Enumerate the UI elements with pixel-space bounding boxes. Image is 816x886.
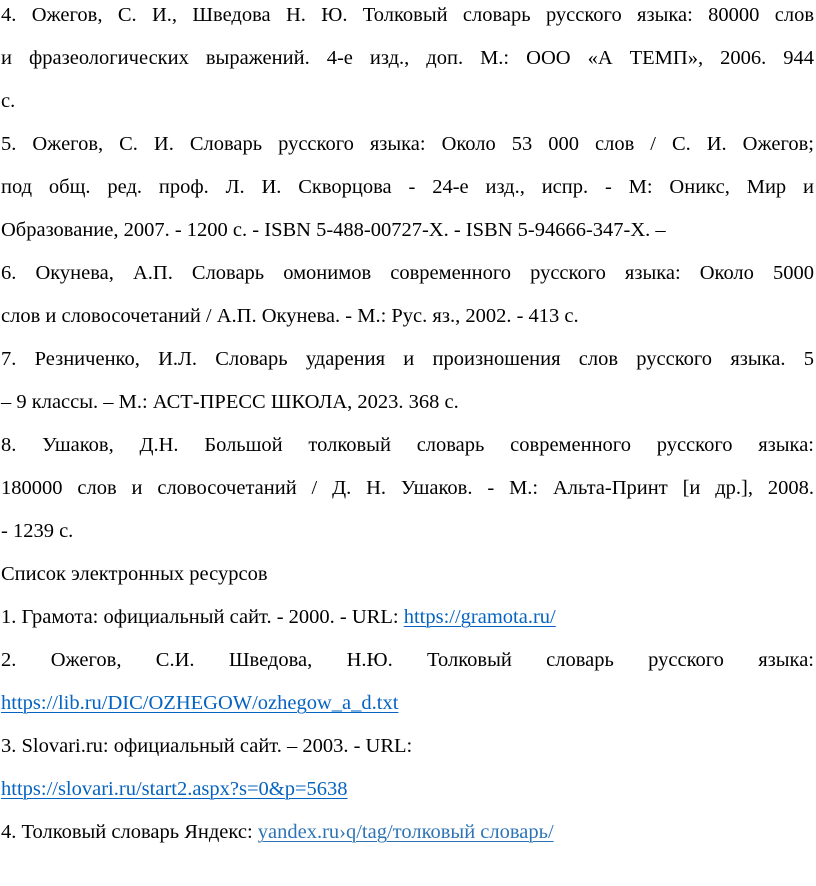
- eres-1-text: 1. Грамота: официальный сайт. - 2000. - URL:: [1, 606, 404, 628]
- ref-8-line-3: - 1239 с.: [1, 520, 74, 542]
- eres-2-link-line: [1, 689, 398, 717]
- ref-8-line-2: 180000 слов и словосочетаний / Д. Н. Ушаков. - М.: Альта-Принт [и др.], 2008.: [1, 477, 814, 499]
- eres-4-text: 4. Толковый словарь Яндекс:: [1, 821, 258, 843]
- eres-2-text: 2. Ожегов, С.И. Шведова, Н.Ю. Толковый словарь русского языка:: [1, 649, 814, 671]
- ref-4-line-2: и фразеологических выражений. 4-е изд., доп. М.: ООО «А ТЕМП», 2006. 944: [1, 47, 814, 69]
- eres-3-link[interactable]: https://slovari.ru/start2.aspx?s=0&p=5638: [1, 778, 348, 800]
- eres-4-link[interactable]: yandex.ru›q/tag/толковый словарь/: [257, 821, 554, 843]
- eres-1: [1, 603, 556, 631]
- eres-3-link-line: [1, 775, 348, 803]
- ref-7-line-2: – 9 классы. – М.: АСТ-ПРЕСС ШКОЛА, 2023. 368 с.: [1, 391, 459, 413]
- eres-2-link[interactable]: https://lib.ru/DIC/OZHEGOW/ozhegow_a_d.txt: [1, 692, 399, 714]
- ref-5-line-1: 5. Ожегов, С. И. Словарь русского языка: Около 53 000 слов / С. И. Ожегов;: [1, 133, 814, 155]
- ref-5-line-3: Образование, 2007. - 1200 с. - ISBN 5-488-00727-X. - ISBN 5-94666-347-X. –: [1, 219, 666, 241]
- eres-4: [1, 818, 554, 846]
- ref-4-line-1: 4. Ожегов, С. И., Шведова Н. Ю. Толковый словарь русского языка: 80000 слов: [1, 4, 814, 26]
- ref-8-line-1: 8. Ушаков, Д.Н. Большой толковый словарь современного русского языка:: [1, 434, 814, 456]
- eres-1-link[interactable]: https://gramota.ru/: [403, 606, 556, 628]
- electronic-resources-heading: Список электронных ресурсов: [1, 563, 268, 585]
- ref-7-line-1: 7. Резниченко, И.Л. Словарь ударения и произношения слов русского языка. 5: [1, 348, 814, 370]
- ref-6-line-2: слов и словосочетаний / А.П. Окунева. - М.: Рус. яз., 2002. - 413 с.: [1, 305, 579, 327]
- ref-5-line-2: под общ. ред. проф. Л. И. Скворцова - 24-е изд., испр. - М: Оникс, Мир и: [1, 176, 814, 198]
- eres-3-text: 3. Slovari.ru: официальный сайт. – 2003. - URL:: [1, 735, 413, 757]
- ref-6-line-1: 6. Окунева, А.П. Словарь омонимов современного русского языка: Около 5000: [1, 262, 814, 284]
- ref-4-line-3: с.: [1, 90, 16, 112]
